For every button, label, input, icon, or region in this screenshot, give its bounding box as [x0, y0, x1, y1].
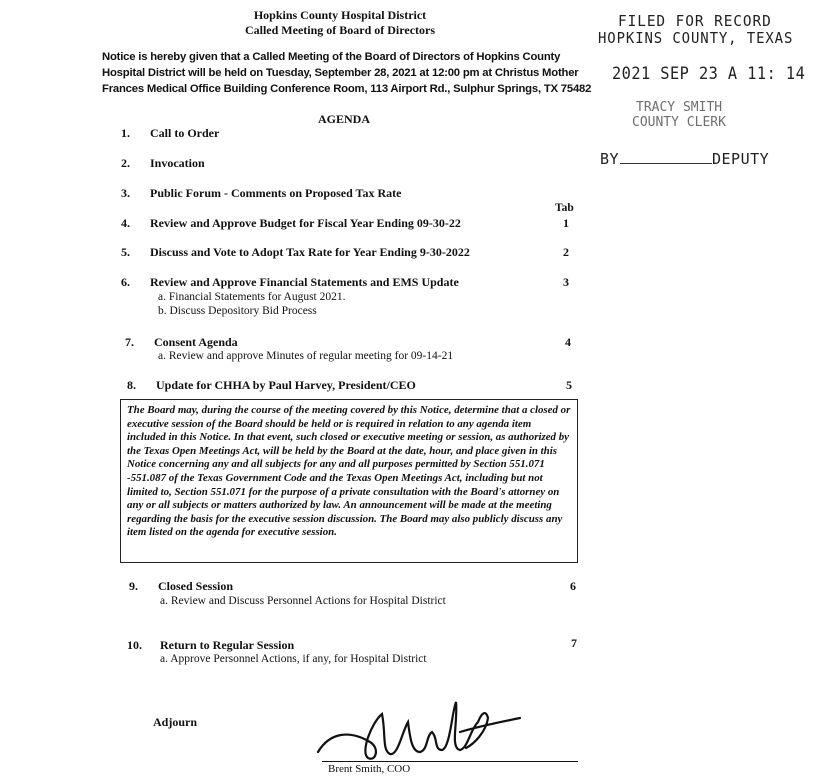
clerk-title: COUNTY CLERK [632, 115, 726, 130]
agenda-item-tab: 7 [571, 636, 577, 650]
agenda-item-title: Call to Order [150, 126, 220, 140]
agenda-item-number: 1. [121, 126, 130, 140]
adjourn-label: Adjourn [153, 715, 198, 729]
agenda-item-title: Consent Agenda [154, 335, 238, 349]
agenda-item-title: Review and Approve Financial Statements and EMS Update [150, 275, 459, 289]
agenda-item-title: Review and Approve Budget for Fiscal Year Ending 09-30-22 [150, 216, 461, 230]
deputy-signature-line [620, 163, 712, 164]
meeting-notice: Notice is hereby given that a Called Meeting of the Board of Directors of Hopkins County Hospital District will be held on Tuesday, September 28, 2021 at 12:00 pm at Christus Mother Frances Medical Office Building Conference Room, 113 Airport Rd., Sulphur Springs, TX 75482 [102, 51, 592, 95]
agenda-item-number: 8. [127, 378, 136, 392]
stamp-deputy-label: DEPUTY [712, 150, 770, 168]
document-subtitle: Called Meeting of Board of Directors [244, 23, 436, 37]
document-title: Hopkins County Hospital District [253, 8, 427, 22]
tab-column-header: Tab [555, 202, 574, 214]
stamp-by-label: BY [600, 150, 620, 168]
agenda-item-tab: 6 [570, 579, 576, 593]
agenda-item-number: 10. [127, 638, 142, 652]
clerk-name: TRACY SMITH [636, 100, 723, 115]
agenda-item-number: 5. [121, 245, 130, 259]
signature-line [322, 761, 578, 762]
filed-stamp-line2: HOPKINS COUNTY, TEXAS [598, 29, 794, 47]
handwritten-signature [310, 692, 570, 772]
agenda-item-number: 3. [121, 186, 130, 200]
agenda-item-number: 7. [125, 335, 134, 349]
agenda-item-title: Closed Session [158, 579, 234, 593]
agenda-item-title: Invocation [150, 156, 205, 170]
agenda-item-title: Discuss and Vote to Adopt Tax Rate for Year Ending 9-30-2022 [150, 245, 470, 259]
signer-name: Brent Smith, COO [328, 763, 411, 775]
agenda-item-tab: 1 [563, 216, 569, 230]
filed-stamp-datetime: 2021 SEP 23 A 11: 14 [612, 64, 806, 84]
agenda-sub-item: a. Review and approve Minutes of regular meeting for 09-14-21 [158, 350, 454, 362]
agenda-item-title: Public Forum - Comments on Proposed Tax Rate [150, 186, 402, 200]
agenda-item-title: Return to Regular Session [160, 638, 295, 652]
agenda-heading: AGENDA [318, 112, 371, 126]
agenda-item-tab: 4 [565, 335, 571, 349]
filed-stamp-line1: FILED FOR RECORD [618, 12, 772, 30]
agenda-sub-item: b. Discuss Depository Bid Process [158, 305, 317, 317]
agenda-item-title: Update for CHHA by Paul Harvey, President/CEO [156, 378, 416, 392]
agenda-sub-item: a. Review and Discuss Personnel Actions for Hospital District [160, 595, 446, 607]
agenda-sub-item: a. Approve Personnel Actions, if any, for Hospital District [160, 653, 427, 665]
agenda-item-number: 2. [121, 156, 130, 170]
closed-session-notice-box: The Board may, during the course of the meeting covered by this Notice, determine that a closed or executive session of the Board should be held or is required in relation to any agenda item included in this Notice. In that event, such closed or executive meeting or session, as authorized by the Texas Open Meetings Act, will be held by the Board at the date, hour, and place given in this Notice concerning any and all subjects for any and all purposes permitted by Section 551.071 -551.087 of the Texas Government Code and the Texas Open Meetings Act, including but not limited to, Section 551.071 for the purpose of a private consultation with the Board's attorney on any or all subjects or matters authorized by law. An announcement will be made at the meeting regarding the basis for the executive session discussion. The Board may also publicly discuss any item listed on the agenda for executive session. [120, 399, 578, 563]
agenda-item-tab: 2 [563, 245, 569, 259]
agenda-item-number: 4. [121, 216, 130, 230]
agenda-item-number: 9. [129, 579, 138, 593]
agenda-item-tab: 3 [563, 275, 569, 289]
agenda-item-tab: 5 [566, 378, 572, 392]
agenda-item-number: 6. [121, 275, 130, 289]
agenda-sub-item: a. Financial Statements for August 2021. [158, 291, 346, 303]
